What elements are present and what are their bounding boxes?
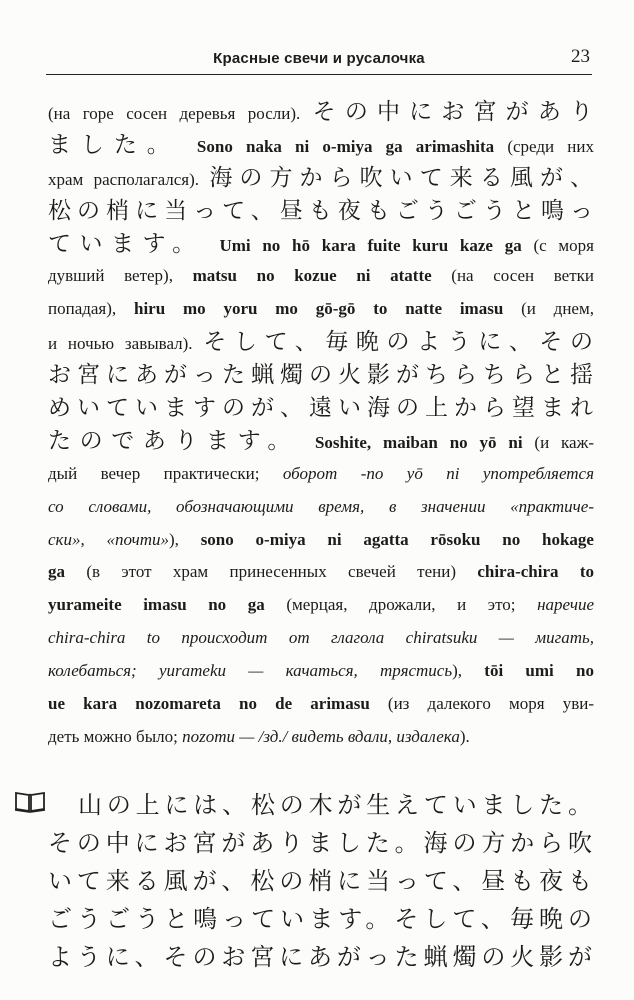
note-text: ски», «почти» [48, 529, 169, 549]
japanese-text: めいていますのが、遠い海の上から望まれ [48, 395, 594, 422]
romaji-text: tōi umi no [484, 661, 594, 681]
translation-text: попадая), [48, 299, 134, 319]
original-line: その中にお宮がありました。海の方から吹 [48, 829, 594, 857]
translation-text: дувший ветер), [48, 266, 193, 286]
commentary-line [48, 359, 594, 392]
commentary-line [48, 228, 594, 261]
commentary-line [48, 162, 594, 195]
japanese-text: お宮にあがった蝋燭の火影がちらちらと揺 [48, 362, 594, 389]
note-text: chira-chira to происходит от глагола chiratsuku — мигать, [48, 628, 594, 648]
translation-text: и ночью завывал). [48, 334, 204, 354]
romaji-text: ga [48, 562, 65, 582]
commentary-line [48, 655, 594, 688]
commentary-line [48, 260, 594, 293]
translation-text: ). [459, 726, 470, 746]
original-text-block [48, 786, 594, 976]
translation-text: (на горе сосен деревья росли). [48, 104, 313, 123]
commentary-line [48, 425, 594, 458]
japanese-text: ました。 [48, 131, 197, 158]
romaji-text: chira-chira to [477, 562, 594, 582]
commentary-line [48, 589, 594, 622]
original-line: いて来る風が、松の梢に当って、昼も夜も [48, 867, 594, 895]
translation-text: (среди них [494, 136, 594, 156]
japanese-text: たのであります。 [48, 427, 315, 454]
running-title: Красные свечи и русалочка [213, 50, 425, 67]
commentary-line [48, 491, 594, 524]
romaji-text: hiru mo yoru mo gō-gō to natte imasu [133, 299, 504, 319]
translation-text: дый вечер практически; [48, 463, 283, 483]
romaji-text: Sono naka ni o-miya ga arimashita [196, 136, 495, 156]
translation-text: (на сосен ветки [431, 266, 594, 286]
commentary-line [48, 129, 594, 162]
commentary-line [48, 96, 594, 129]
commentary-line [48, 721, 594, 754]
romaji-text: matsu no kozue ni atatte [192, 266, 432, 286]
original-line: 山の上には、松の木が生えていました。 [78, 791, 594, 819]
romaji-text: Umi no hō kara fuite kuru kaze ga [219, 235, 522, 255]
translation-text: ), [168, 529, 201, 549]
translation-text: храм располагался). [48, 169, 210, 189]
romaji-text: ue kara nozomareta no de arimasu [48, 694, 370, 714]
original-line: ごうごうと鳴っています。そして、毎晩の [48, 905, 594, 933]
commentary-line [48, 392, 594, 425]
japanese-text: 海の方から吹いて来る風が、 [209, 164, 594, 191]
commentary-line [48, 293, 594, 326]
japanese-text: ています。 [48, 230, 220, 257]
translation-text: (мерцая, дрожали, и это; [264, 595, 538, 615]
note-text: наречие [537, 595, 594, 615]
japanese-text: そして、毎晩のように、その [203, 329, 594, 356]
translation-text: (из далекого моря уви- [369, 694, 594, 714]
romaji-text: Soshite, maiban no yō ni [314, 432, 523, 452]
commentary-line [48, 622, 594, 655]
open-book-icon [14, 790, 46, 814]
romaji-text: yurameite imasu no ga [48, 595, 265, 615]
page-number: 23 [571, 46, 590, 67]
commentary-line [48, 195, 594, 228]
translation-text: (с моря [521, 235, 594, 255]
translation-text: (и каж- [522, 432, 594, 452]
note-text: nozomu — /зд./ видеть вдали, издалека [182, 726, 460, 746]
note-text: со словами, обозначающими время, в значении «практиче- [48, 496, 594, 516]
running-header [46, 44, 592, 75]
commentary-block [48, 96, 594, 754]
translation-text: ), [452, 661, 485, 681]
commentary-line [48, 688, 594, 721]
romaji-text: sono o-miya ni agatta rōsoku no hokage [200, 529, 594, 549]
commentary-line [48, 524, 594, 557]
note-text: оборот -no yō ni употребляется [282, 463, 594, 483]
original-line: ように、そのお宮にあがった蝋燭の火影が [48, 943, 594, 971]
commentary-line [48, 556, 594, 589]
japanese-text: その中にお宮があり [312, 99, 594, 125]
commentary-line [48, 326, 594, 359]
translation-text: (в этот храм принесенных свечей тени) [65, 562, 478, 582]
translation-text: деть можно было; [48, 726, 183, 746]
japanese-text: 松の梢に当って、昼も夜もごうごうと鳴っ [48, 197, 594, 224]
translation-text: (и днем, [503, 299, 594, 319]
commentary-line [48, 458, 594, 491]
note-text: колебаться; yurameku — качаться, трястись [48, 661, 453, 681]
